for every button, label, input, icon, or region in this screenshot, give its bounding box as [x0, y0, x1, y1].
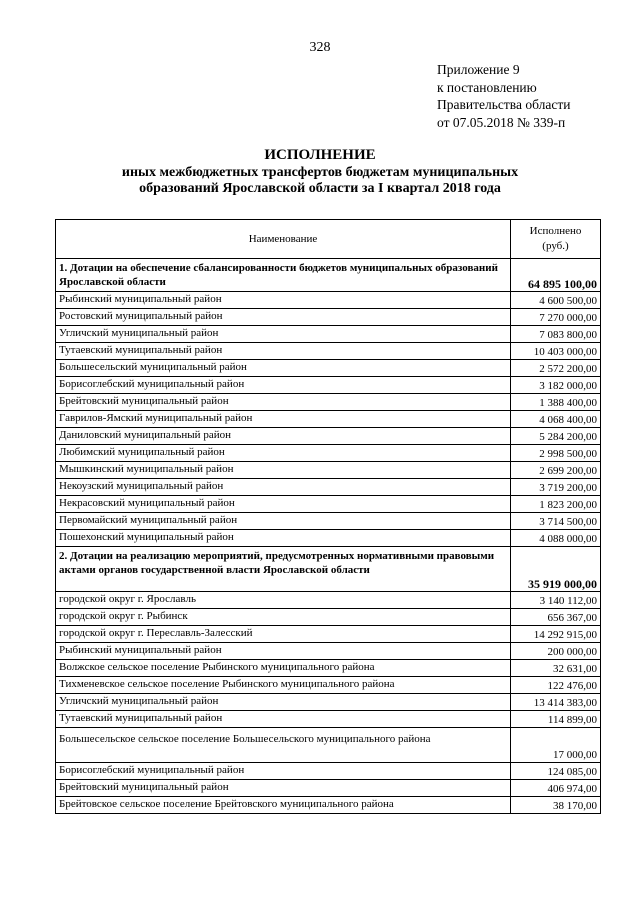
row-name-cell: Борисоглебский муниципальный район [56, 763, 511, 780]
row-value-cell: 32 631,00 [511, 660, 601, 677]
table-row [56, 626, 601, 643]
row-value-cell: 2 998 500,00 [511, 445, 601, 462]
row-name-cell: Тутаевский муниципальный район [56, 711, 511, 728]
row-name-cell: Угличский муниципальный район [56, 326, 511, 343]
row-value-cell: 17 000,00 [511, 728, 601, 763]
table-row [56, 728, 601, 763]
row-value-cell: 3 182 000,00 [511, 377, 601, 394]
appendix-line: Правительства области [437, 97, 571, 112]
row-name-cell: городской округ г. Рыбинск [56, 609, 511, 626]
row-name-cell: Гаврилов-Ямский муниципальный район [56, 411, 511, 428]
table-row [56, 711, 601, 728]
table-row [56, 763, 601, 780]
row-value-cell: 4 068 400,00 [511, 411, 601, 428]
section-name-cell: 2. Дотации на реализацию мероприятий, предусмотренных нормативными правовыми актами органов государственной власти Ярославской области [56, 547, 511, 592]
row-value-cell: 5 284 200,00 [511, 428, 601, 445]
section-row [56, 547, 601, 592]
row-name-cell: Пошехонский муниципальный район [56, 530, 511, 547]
table-body [56, 220, 601, 814]
table-row [56, 462, 601, 479]
row-name-cell: Даниловский муниципальный район [56, 428, 511, 445]
row-name-cell: Большесельское сельское поселение Большесельского муниципального района [56, 728, 511, 763]
row-value-cell: 200 000,00 [511, 643, 601, 660]
section-value-cell: 35 919 000,00 [511, 547, 601, 592]
row-value-cell: 406 974,00 [511, 780, 601, 797]
table-row [56, 643, 601, 660]
row-value-cell: 7 083 800,00 [511, 326, 601, 343]
table-row [56, 530, 601, 547]
table-row [56, 428, 601, 445]
title-line: ИСПОЛНЕНИЕ [264, 147, 376, 163]
title-line: иных межбюджетных трансфертов бюджетам муниципальных [121, 165, 519, 180]
page-number: 328 [309, 40, 331, 55]
document-title [0, 147, 640, 197]
header-name-cell: Наименование [56, 220, 511, 259]
table-row [56, 513, 601, 530]
row-value-cell: 3 714 500,00 [511, 513, 601, 530]
table-row [56, 292, 601, 309]
row-value-cell: 2 699 200,00 [511, 462, 601, 479]
title-line: образований Ярославской области за I квартал 2018 года [139, 181, 501, 196]
table-row [56, 592, 601, 609]
row-name-cell: городской округ г. Переславль-Залесский [56, 626, 511, 643]
table-row [56, 326, 601, 343]
row-name-cell: Мышкинский муниципальный район [56, 462, 511, 479]
row-name-cell: городской округ г. Ярославль [56, 592, 511, 609]
table-header-row [56, 220, 601, 259]
section-value-cell: 64 895 100,00 [511, 259, 601, 292]
section-name-cell: 1. Дотации на обеспечение сбалансированности бюджетов муниципальных образований Ярославской области [56, 259, 511, 292]
row-name-cell: Брейтовский муниципальный район [56, 780, 511, 797]
row-value-cell: 14 292 915,00 [511, 626, 601, 643]
row-value-cell: 1 388 400,00 [511, 394, 601, 411]
table-row [56, 479, 601, 496]
appendix-block [437, 61, 570, 131]
row-name-cell: Тихменевское сельское поселение Рыбинского муниципального района [56, 677, 511, 694]
table-row [56, 411, 601, 428]
row-name-cell: Первомайский муниципальный район [56, 513, 511, 530]
row-value-cell: 38 170,00 [511, 797, 601, 814]
table-row [56, 343, 601, 360]
row-name-cell: Угличский муниципальный район [56, 694, 511, 711]
row-name-cell: Борисоглебский муниципальный район [56, 377, 511, 394]
row-name-cell: Тутаевский муниципальный район [56, 343, 511, 360]
row-name-cell: Рыбинский муниципальный район [56, 643, 511, 660]
table-row [56, 496, 601, 513]
row-value-cell: 2 572 200,00 [511, 360, 601, 377]
table-row [56, 394, 601, 411]
row-value-cell: 3 140 112,00 [511, 592, 601, 609]
row-value-cell: 13 414 383,00 [511, 694, 601, 711]
row-value-cell: 4 600 500,00 [511, 292, 601, 309]
row-value-cell: 114 899,00 [511, 711, 601, 728]
table-row [56, 694, 601, 711]
appendix-line: Приложение 9 [437, 62, 520, 77]
table-row [56, 609, 601, 626]
row-name-cell: Брейтовский муниципальный район [56, 394, 511, 411]
section-row [56, 259, 601, 292]
row-name-cell: Брейтовское сельское поселение Брейтовского муниципального района [56, 797, 511, 814]
table-row [56, 445, 601, 462]
transfers-table [55, 219, 601, 814]
table-row [56, 677, 601, 694]
row-value-cell: 7 270 000,00 [511, 309, 601, 326]
row-value-cell: 10 403 000,00 [511, 343, 601, 360]
table-row [56, 309, 601, 326]
header-value-line: Исполнено [529, 225, 582, 237]
table-row [56, 797, 601, 814]
table-row [56, 360, 601, 377]
row-name-cell: Любимский муниципальный район [56, 445, 511, 462]
row-name-cell: Некоузский муниципальный район [56, 479, 511, 496]
table-row [56, 377, 601, 394]
appendix-line: от 07.05.2018 № 339-п [437, 114, 566, 130]
row-value-cell: 1 823 200,00 [511, 496, 601, 513]
header-value-cell [511, 220, 601, 259]
row-value-cell: 124 085,00 [511, 763, 601, 780]
row-name-cell: Большесельский муниципальный район [56, 360, 511, 377]
row-value-cell: 122 476,00 [511, 677, 601, 694]
header-value-line: (руб.) [542, 240, 569, 252]
row-value-cell: 656 367,00 [511, 609, 601, 626]
row-name-cell: Рыбинский муниципальный район [56, 292, 511, 309]
row-value-cell: 4 088 000,00 [511, 530, 601, 547]
appendix-line: к постановлению [437, 79, 537, 95]
row-name-cell: Некрасовский муниципальный район [56, 496, 511, 513]
row-name-cell: Ростовский муниципальный район [56, 309, 511, 326]
row-value-cell: 3 719 200,00 [511, 479, 601, 496]
table-row [56, 660, 601, 677]
table-row [56, 780, 601, 797]
row-name-cell: Волжское сельское поселение Рыбинского муниципального района [56, 660, 511, 677]
